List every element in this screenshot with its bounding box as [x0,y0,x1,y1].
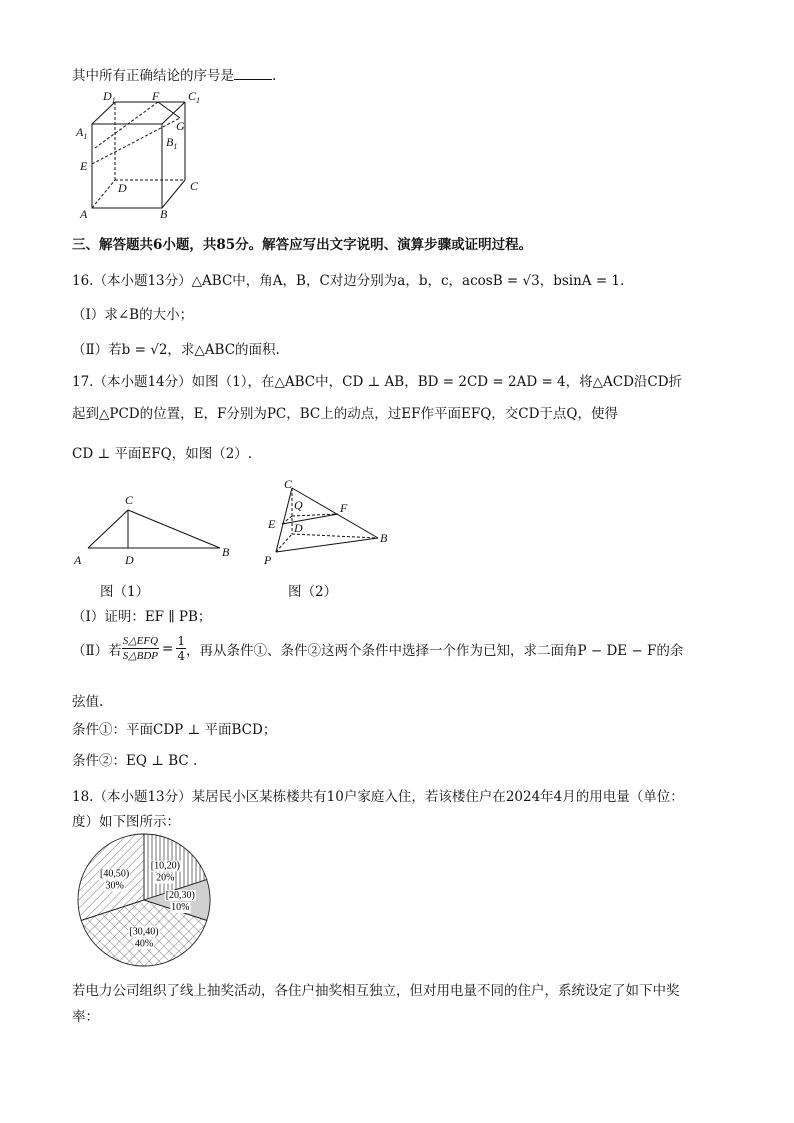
label-D1: $D_1$ [103,89,116,105]
q17-line2: 起到△PCD的位置，E，F分别为PC，BC上的动点，过EF作平面EFQ，交CD于点Q，使得 [72,406,618,422]
q17-part2 [72,634,683,663]
small-frac-den: 4 [177,649,185,663]
intro-text: 其中所有正确结论的序号是 [72,68,234,84]
area-ratio-fraction [122,634,159,663]
frac-denominator: S△BDP [122,650,159,662]
one-quarter-fraction [176,634,186,663]
part2-prefix: （Ⅱ）若 [72,642,122,659]
segment-AC [88,510,128,548]
answer-blank [234,67,272,80]
fig2-label-E: E [268,517,276,531]
equals-sign: = [162,640,174,657]
q17-part1: （Ⅰ）证明：EF ∥ PB； [72,609,212,625]
intro-line [72,64,276,84]
fig2-label-D: D [294,521,303,535]
pie-chart [70,832,220,972]
cube-edge [92,102,115,124]
label-G: G [176,119,185,133]
q18-line4: 率： [72,1009,99,1025]
label-E: E [80,159,88,173]
fig2-label-F: F [340,501,348,515]
segment-DB [292,534,378,538]
fig1-label-B: B [222,545,230,559]
label-F: F [152,89,160,103]
fig1-label-A: A [74,553,82,567]
q18-line2: 度）如下图所示： [72,814,180,830]
fig1-caption: 图（1） [100,584,150,600]
pie-percent-label: 30% [105,880,124,892]
figure-1 [70,490,240,570]
segment-CB [292,488,378,538]
q18-line1: 18.（本小题13分）某居民小区某栋楼共有10户家庭入住，若该楼住户在2024年4月的用电量（单位： [72,789,684,805]
label-B1: $B_1$ [166,135,178,151]
frac-numerator: S△EFQ [122,635,159,647]
label-C1: $C_1$ [188,89,201,105]
label-D: D [118,181,127,195]
small-frac-num: 1 [177,634,185,648]
segment-PB [276,538,378,552]
fig1-label-C: C [125,493,134,507]
fig1-label-D: D [125,553,134,567]
fig2-label-P: P [264,553,272,567]
fig2-label-C: C [284,478,293,491]
pie-category-label: [20,30) [165,890,195,901]
pie-category-label: [30,40) [129,926,159,938]
pie-percent-label: 10% [171,902,190,913]
cube-edge [162,180,185,208]
segment-EF [282,514,338,524]
pie-percent-label: 40% [134,938,154,950]
intro-end: . [272,68,277,84]
pie-category-label: [10,20) [150,860,180,872]
segment-CB [128,510,220,548]
label-A1: $A_1$ [76,125,88,141]
q16-line: 16.（本小题13分）△ABC中，角A，B，C对边分别为a，b，c，acosB = √3，bsinA = 1. [72,273,625,289]
q16-part1: （Ⅰ）求∠B的大小； [72,307,194,323]
q17-part2-line2: 弦值. [72,694,104,710]
fig2-caption: 图（2） [288,584,338,600]
label-A: A [80,207,88,221]
section-heading: 三、解答题共6小题，共85分。解答应写出文字说明、演算步骤或证明过程。 [72,237,533,253]
pie-category-label: [40,50) [100,868,130,880]
q17-line1: 17.（本小题14分）如图（1），在△ABC中，CD ⊥ AB，BD = 2CD = 2AD = 4，将△ACD沿CD折 [72,374,683,390]
figure-2 [258,478,398,570]
label-B: B [160,207,168,221]
q17-line3: CD ⊥ 平面EFQ，如图（2）. [72,446,253,462]
pie-percent-label: 20% [156,872,175,884]
cube-figure [70,88,220,223]
cube-hidden-edge [92,180,115,208]
q17-cond1: 条件①：平面CDP ⊥ 平面BCD； [72,722,277,738]
q17-cond2: 条件②：EQ ⊥ BC . [72,753,198,769]
q16-part2: （Ⅱ）若b = √2，求△ABC的面积. [72,342,280,358]
part2-rest: ，再从条件①、条件②这两个条件中选择一个作为已知，求二面角P − DE − F的余 [185,642,684,659]
q18-line3: 若电力公司组织了线上抽奖活动，各住户抽奖相互独立，但对用电量不同的住户，系统设定了如下中奖 [72,983,680,999]
fig2-label-Q: Q [294,498,303,512]
fig2-label-B: B [380,531,388,545]
segment-F [95,102,158,148]
label-C: C [190,179,199,193]
